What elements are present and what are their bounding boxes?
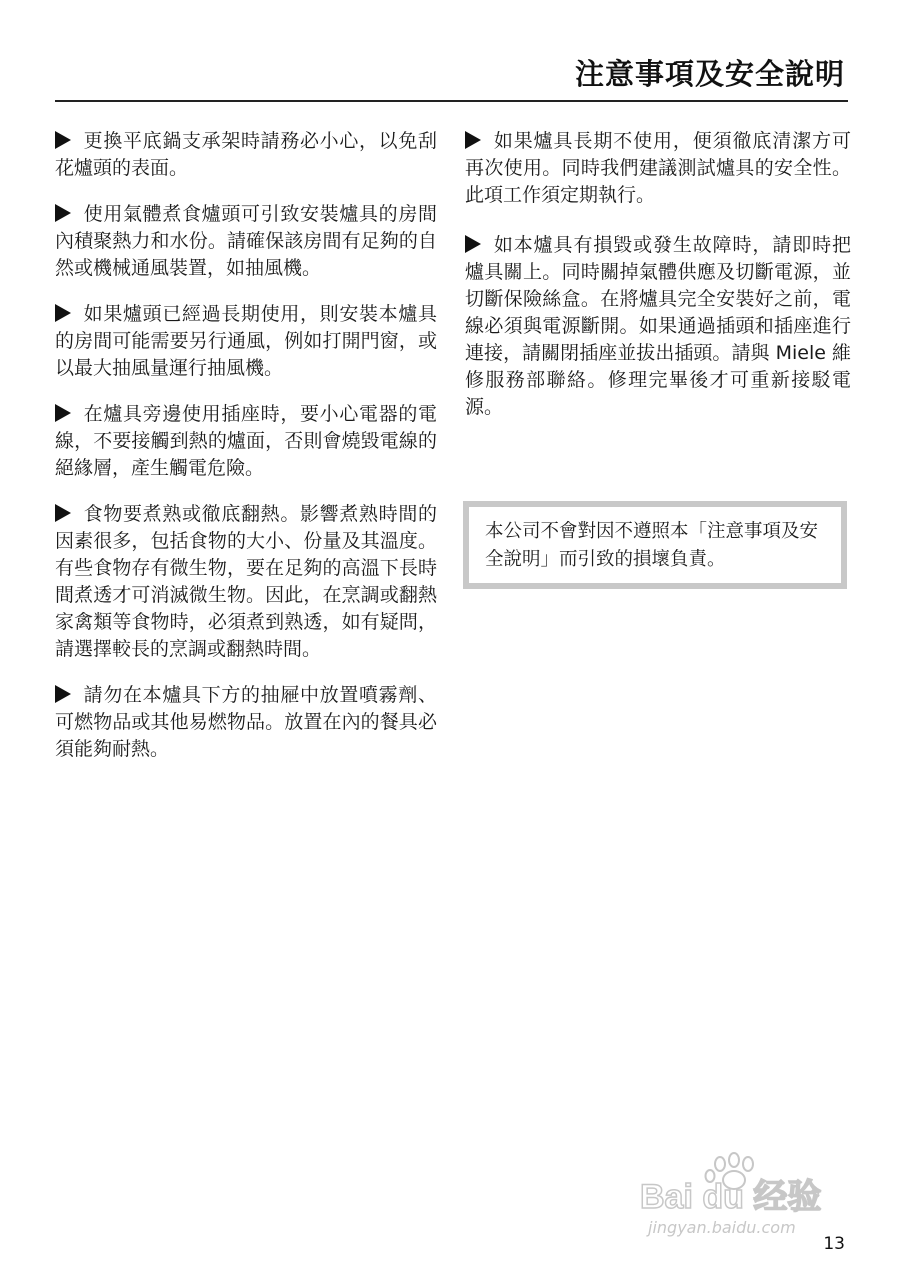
bullet-arrow-icon	[465, 235, 481, 253]
safety-item: 更換平底鍋支承架時請務必小心，以免刮花爐頭的表面。	[55, 130, 437, 179]
safety-item: 在爐具旁邊使用插座時，要小心電器的電線，不要接觸到熱的爐面，否則會燒毀電線的絕緣層，產生觸電危險。	[55, 403, 437, 479]
title-divider	[55, 100, 848, 102]
bullet-arrow-icon	[55, 404, 71, 422]
disclaimer-notice	[463, 501, 847, 589]
right-column	[465, 128, 851, 444]
bullet-arrow-icon	[465, 131, 481, 149]
bullet-arrow-icon	[55, 504, 71, 522]
watermark-brand: Bai du 经验	[640, 1178, 822, 1216]
disclaimer-text: 本公司不會對因不遵照本「注意事項及安全說明」而引致的損壞負責。	[485, 521, 819, 570]
safety-item: 如果爐頭已經過長期使用，則安裝本爐具的房間可能需要另行通風，例如打開門窗，或以最大抽風量運行抽風機。	[55, 303, 437, 379]
bullet-arrow-icon	[55, 131, 71, 149]
left-column	[55, 128, 437, 782]
bullet-arrow-icon	[55, 304, 71, 322]
safety-item: 如本爐具有損毀或發生故障時，請即時把爐具關上。同時關掉氣體供應及切斷電源，並切斷保險絲盒。在將爐具完全安裝好之前，電線必須與電源斷開。如果通過插頭和插座進行連接，請關閉插座並拔出插頭。請與 Miele 維修服務部聯絡。修理完畢後才可重新接駁電源。	[465, 234, 851, 418]
safety-item: 如果爐具長期不使用，便須徹底清潔方可再次使用。同時我們建議測試爐具的安全性。此項工作須定期執行。	[465, 130, 851, 206]
watermark-url: jingyan.baidu.com	[648, 1218, 796, 1237]
safety-item: 食物要煮熟或徹底翻熱。影響煮熟時間的因素很多，包括食物的大小、份量及其溫度。有些食物存有微生物，要在足夠的高溫下長時間煮透才可消滅微生物。因此，在烹調或翻熱家禽類等食物時，必須煮到熟透，如有疑問，請選擇較長的烹調或翻熱時間。	[55, 503, 437, 660]
baidu-jingyan-watermark	[640, 1150, 855, 1240]
page-title: 注意事項及安全說明	[574, 57, 845, 91]
page-number: 13	[823, 1234, 845, 1254]
bullet-arrow-icon	[55, 685, 71, 703]
safety-item: 請勿在本爐具下方的抽屜中放置噴霧劑、可燃物品或其他易燃物品。放置在內的餐具必須能夠耐熱。	[55, 684, 437, 760]
bullet-arrow-icon	[55, 204, 71, 222]
safety-item: 使用氣體煮食爐頭可引致安裝爐具的房間內積聚熱力和水份。請確保該房間有足夠的自然或機械通風裝置，如抽風機。	[55, 203, 437, 279]
